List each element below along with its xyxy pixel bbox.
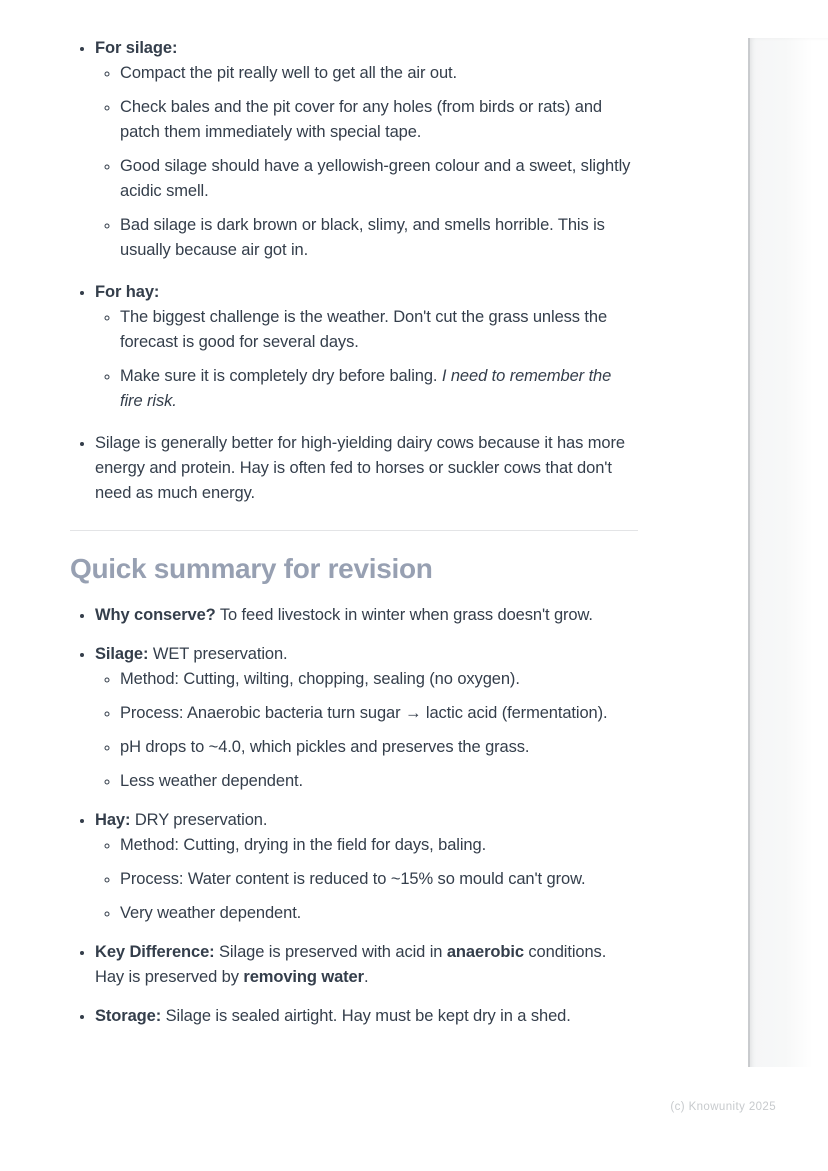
text-run: Check bales and the pit cover for any holes (from birds or rats) and patch them immediately with special tape.: [120, 98, 603, 141]
list-item: [120, 213, 638, 263]
text-run: Silage is preserved with acid in: [214, 943, 447, 961]
list-item: [120, 701, 638, 726]
sub-list: [95, 833, 638, 926]
text-run: Key Difference:: [95, 943, 215, 961]
list-item: [120, 833, 638, 858]
list-item: [120, 901, 638, 926]
text-run: The biggest challenge is the weather. Don't cut the grass unless the forecast is good for several days.: [120, 308, 608, 351]
text-run: WET preservation.: [148, 645, 288, 663]
text-run: Hay:: [95, 811, 131, 829]
text-run: Method: Cutting, drying in the field for days, baling.: [120, 836, 487, 854]
document-page: [70, 36, 638, 1029]
section-heading: Quick summary for revision: [70, 553, 433, 584]
list-item: [120, 867, 638, 892]
text-run: To feed livestock in winter when grass doesn't grow.: [215, 606, 593, 624]
text-run: DRY preservation.: [130, 811, 268, 829]
text-run: For silage:: [95, 39, 178, 57]
list-item: [95, 1004, 638, 1029]
list-item: [95, 431, 638, 506]
text-run: Very weather dependent.: [120, 904, 302, 922]
list-item: [120, 154, 638, 204]
sub-list: [95, 305, 638, 414]
list-item: [120, 769, 638, 794]
list-item: [120, 364, 638, 414]
text-run: Silage is generally better for high-yielding dairy cows because it has more energy and protein. Hay is often fed to horses or suckler cows that don't need as much energy.: [95, 434, 625, 502]
text-run: anaerobic: [446, 943, 524, 961]
text-run: Make sure it is completely dry before baling.: [120, 367, 442, 385]
text-run: Less weather dependent.: [120, 772, 304, 790]
list-item: [95, 940, 638, 990]
list-item: [120, 667, 638, 692]
notes-list-silage-hay: [70, 36, 638, 506]
list-item: [95, 280, 638, 414]
section-divider: [70, 530, 638, 531]
text-run: Storage:: [95, 1007, 162, 1025]
list-item: [120, 61, 638, 86]
list-item: [120, 95, 638, 145]
text-run: Silage is sealed airtight. Hay must be kept dry in a shed.: [161, 1007, 571, 1025]
summary-list: [70, 603, 638, 1029]
text-run: .: [363, 968, 369, 986]
list-item: [95, 642, 638, 794]
text-run: Bad silage is dark brown or black, slimy, and smells horrible. This is usually because air got in.: [120, 216, 605, 259]
text-run: conditions. Hay is preserved by: [95, 943, 607, 986]
text-run: Process: Anaerobic bacteria turn sugar → lactic acid (fermentation).: [120, 704, 608, 722]
text-run: Process: Water content is reduced to ~15% so mould can't grow.: [120, 870, 586, 888]
text-run: For hay:: [95, 283, 160, 301]
text-run: Good silage should have a yellowish-green colour and a sweet, slightly acidic smell.: [120, 157, 631, 200]
text-run: Why conserve?: [95, 606, 216, 624]
list-item: [95, 36, 638, 263]
sub-list: [95, 61, 638, 263]
list-item: [95, 603, 638, 628]
text-run: pH drops to ~4.0, which pickles and preserves the grass.: [120, 738, 530, 756]
footer-copyright: (c) Knowunity 2025: [670, 1101, 776, 1113]
text-run: Method: Cutting, wilting, chopping, sealing (no oxygen).: [120, 670, 520, 688]
list-item: [120, 735, 638, 760]
text-run: I need to remember the fire risk.: [120, 367, 612, 410]
next-page-edge[interactable]: [748, 38, 828, 1067]
list-item: [120, 305, 638, 355]
text-run: Compact the pit really well to get all the air out.: [120, 64, 457, 82]
sub-list: [95, 667, 638, 794]
text-run: removing water: [243, 968, 364, 986]
text-run: Silage:: [95, 645, 149, 663]
list-item: [95, 808, 638, 926]
